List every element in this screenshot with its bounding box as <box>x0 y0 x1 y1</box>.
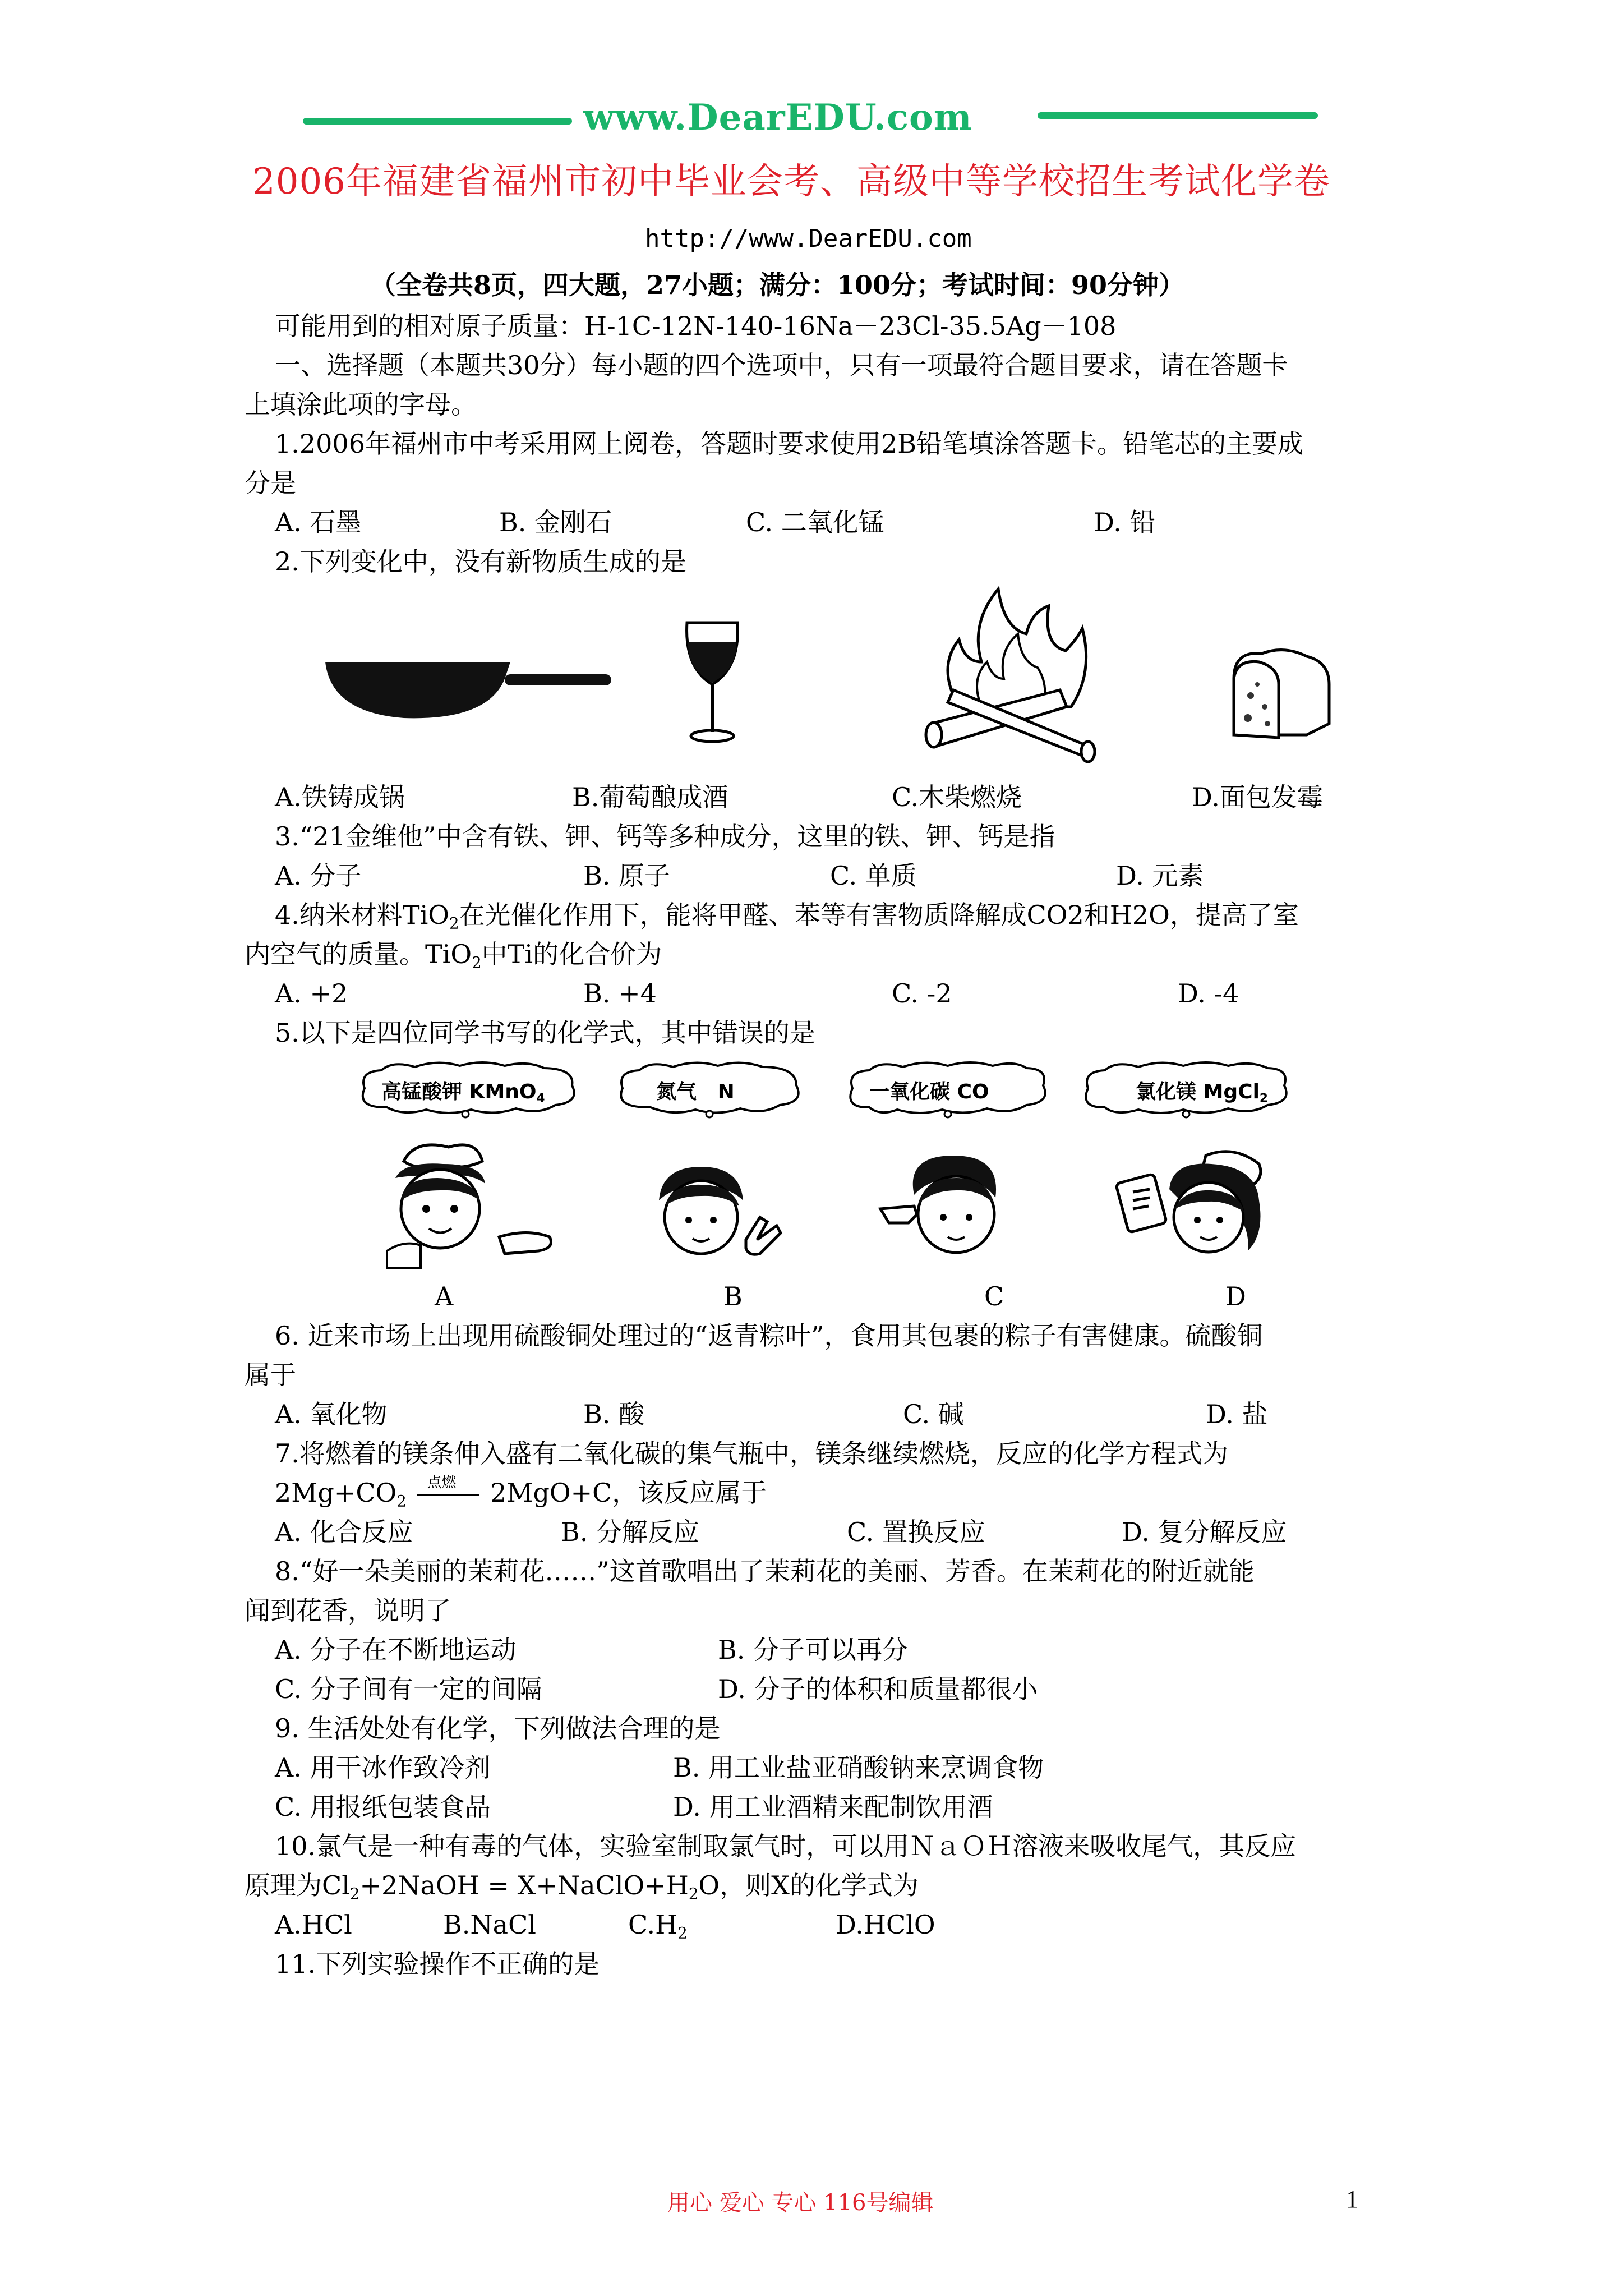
bubble-a-formula: KMnO <box>469 1080 537 1103</box>
bubble-a-sub: 4 <box>536 1091 545 1106</box>
section1-intro-line1: 一、选择题（本题共30分）每小题的四个选项中，只有一项最符合题目要求，请在答题卡 <box>275 350 1288 380</box>
q7-option-a: A. 化合反应 <box>275 1517 413 1547</box>
site-logo[interactable]: www.DearEDU.com <box>583 96 972 139</box>
q10-line2-a: 原理为Cl <box>245 1870 350 1901</box>
q9-option-b: B. 用工业盐亚硝酸钠来烹调食物 <box>673 1752 1044 1783</box>
q8-option-b: B. 分子可以再分 <box>718 1635 909 1665</box>
bubble-b-formula: N <box>717 1080 735 1103</box>
q10-line1: 10.氯气是一种有毒的气体，实验室制取氯气时，可以用ＮａＯＨ溶液来吸收尾气，其反应 <box>275 1831 1297 1861</box>
q4-line2-a: 内空气的质量。TiO <box>245 939 472 969</box>
q11-line1: 11.下列实验操作不正确的是 <box>275 1949 600 1979</box>
q1-option-d: D. 铅 <box>1094 507 1156 537</box>
q5-label-a: A <box>435 1281 454 1312</box>
page-title: 2006年福建省福州市初中毕业会考、高级中等学校招生考试化学卷 <box>252 161 1330 203</box>
q7-eq-line <box>417 1494 479 1496</box>
q4-line1-b: 在光催化作用下，能将甲醛、苯等有害物质降解成CO2和H2O，提高了室 <box>459 900 1299 930</box>
q8-option-d: D. 分子的体积和质量都很小 <box>718 1674 1038 1704</box>
bubble-b-text <box>656 1076 735 1105</box>
q9-option-c: C. 用报纸包装食品 <box>275 1792 491 1822</box>
q4-option-b: B. +4 <box>583 978 657 1009</box>
bubble-c-formula: CO <box>957 1080 989 1103</box>
q6-line1: 6. 近来市场上出现用硫酸铜处理过的“返青粽叶”，食用其包裹的粽子有害健康。硫酸铜 <box>275 1320 1263 1351</box>
bubble-b-name: 氮气 <box>656 1080 697 1103</box>
q2-option-a: A.铁铸成锅 <box>275 782 405 812</box>
q7-option-b: B. 分解反应 <box>561 1517 700 1547</box>
q10-option-c <box>628 1905 688 1953</box>
student-a-cartoon <box>370 1139 561 1273</box>
q6-option-b: B. 酸 <box>583 1399 645 1429</box>
q4-line1-sub: 2 <box>449 914 459 933</box>
q3-option-c: C. 单质 <box>830 861 917 891</box>
student-d-cartoon <box>1116 1139 1284 1273</box>
student-b-cartoon <box>639 1156 791 1273</box>
q1-option-c: C. 二氧化锰 <box>746 507 884 537</box>
q10-line2-b: +2NaOH = X+NaClO+H <box>359 1870 689 1901</box>
q9-line1: 9. 生活处处有化学，下列做法合理的是 <box>275 1713 721 1743</box>
atomic-masses: 可能用到的相对原子质量：H-1C-12N-140-16Na－23Cl-35.5Ag－108 <box>275 311 1117 341</box>
q4-line1-a: 4.纳米材料TiO <box>275 900 449 930</box>
q7-eq-reactants: 2Mg+CO <box>275 1478 397 1508</box>
q3-option-a: A. 分子 <box>275 861 362 891</box>
bubble-c-name: 一氧化碳 <box>869 1080 951 1103</box>
q4-option-a: A. +2 <box>275 978 348 1009</box>
q8-option-a: A. 分子在不断地运动 <box>275 1635 517 1665</box>
q9-option-a: A. 用干冰作致冷剂 <box>275 1752 491 1783</box>
footer-text: 用心 爱心 专心 116号编辑 <box>667 2190 934 2216</box>
q4-option-d: D. -4 <box>1178 978 1239 1009</box>
q6-option-c: C. 碱 <box>903 1399 964 1429</box>
q7-eq-condition: 点燃 <box>427 1474 457 1491</box>
q8-line1: 8.“好一朵美丽的茉莉花……”这首歌唱出了茉莉花的美丽、芳香。在茉莉花的附近就能 <box>275 1556 1255 1586</box>
banner-line-left <box>303 118 572 125</box>
q10-option-c-text: C.H <box>628 1910 678 1940</box>
q2-option-b: B.葡萄酿成酒 <box>572 782 728 812</box>
q9-option-d: D. 用工业酒精来配制饮用酒 <box>673 1792 993 1822</box>
section1-intro-line2: 上填涂此项的字母。 <box>245 389 477 420</box>
q8-line2: 闻到花香，说明了 <box>245 1595 451 1626</box>
q6-option-a: A. 氧化物 <box>275 1399 388 1429</box>
source-url[interactable]: http://www.DearEDU.com <box>645 224 972 253</box>
q6-line2: 属于 <box>245 1360 296 1390</box>
exam-meta: （全卷共8页，四大题，27小题；满分：100分；考试时间：90分钟） <box>370 270 1185 300</box>
bubble-c-text <box>869 1076 989 1105</box>
frying-pan-image <box>320 645 611 735</box>
q10-option-b: B.NaCl <box>443 1910 537 1940</box>
q5-label-c: C <box>984 1281 1004 1312</box>
q5-line1: 5.以下是四位同学书写的化学式，其中错误的是 <box>275 1018 815 1048</box>
q5-label-b: B <box>723 1281 743 1312</box>
wine-glass-image <box>681 617 743 746</box>
q2-line1: 2.下列变化中，没有新物质生成的是 <box>275 546 686 577</box>
q2-option-c: C.木柴燃烧 <box>892 782 1022 812</box>
q2-option-d: D.面包发霉 <box>1192 782 1323 812</box>
bubble-a-name: 高锰酸钾 <box>381 1080 463 1103</box>
q10-option-c-sub: 2 <box>677 1924 688 1943</box>
q7-eq-sub: 2 <box>396 1492 407 1511</box>
q7-line1: 7.将燃着的镁条伸入盛有二氧化碳的集气瓶中，镁条继续燃烧，反应的化学方程式为 <box>275 1438 1228 1469</box>
q10-line2-sub2: 2 <box>688 1884 699 1903</box>
q7-option-c: C. 置换反应 <box>847 1517 985 1547</box>
q3-option-b: B. 原子 <box>583 861 671 891</box>
bubble-d-name: 氯化镁 <box>1136 1080 1197 1103</box>
q10-line2-sub1: 2 <box>349 1884 360 1903</box>
q6-option-d: D. 盐 <box>1206 1399 1268 1429</box>
q8-option-c: C. 分子间有一定的间隔 <box>275 1674 542 1704</box>
q5-label-d: D <box>1225 1281 1246 1312</box>
q10-option-a: A.HCl <box>275 1910 352 1940</box>
q1-option-b: B. 金刚石 <box>499 507 612 537</box>
q7-eq-arrow <box>414 1474 482 1508</box>
q4-line2-sub: 2 <box>472 953 482 972</box>
bubble-a-text <box>381 1076 545 1105</box>
student-c-cartoon <box>875 1144 1032 1273</box>
banner-line-right <box>1038 112 1318 119</box>
q10-option-d: D.HClO <box>836 1910 935 1940</box>
q3-line1: 3.“21金维他”中含有铁、钾、钙等多种成分，这里的铁、钾、钙是指 <box>275 821 1055 852</box>
moldy-bread-image <box>1223 645 1335 740</box>
q3-option-d: D. 元素 <box>1116 861 1204 891</box>
q7-option-d: D. 复分解反应 <box>1122 1517 1287 1547</box>
bubble-d-text <box>1136 1076 1268 1105</box>
q4-option-c: C. -2 <box>892 978 952 1009</box>
campfire-image <box>920 578 1105 769</box>
bubble-d-sub: 2 <box>1259 1091 1268 1106</box>
q1-option-a: A. 石墨 <box>275 507 362 537</box>
bubble-d-formula: MgCl <box>1203 1080 1260 1103</box>
q1-line1: 1.2006年福州市中考采用网上阅卷，答题时要求使用2B铅笔填涂答题卡。铅笔芯的主要成 <box>275 429 1304 459</box>
q10-line2-c: O，则X的化学式为 <box>698 1870 919 1901</box>
page-number: 1 <box>1346 2185 1358 2213</box>
q1-line2: 分是 <box>245 468 296 498</box>
q4-line2-b: 中Ti的化合价为 <box>481 939 662 969</box>
q7-eq-products: 2MgO+C，该反应属于 <box>490 1478 767 1508</box>
